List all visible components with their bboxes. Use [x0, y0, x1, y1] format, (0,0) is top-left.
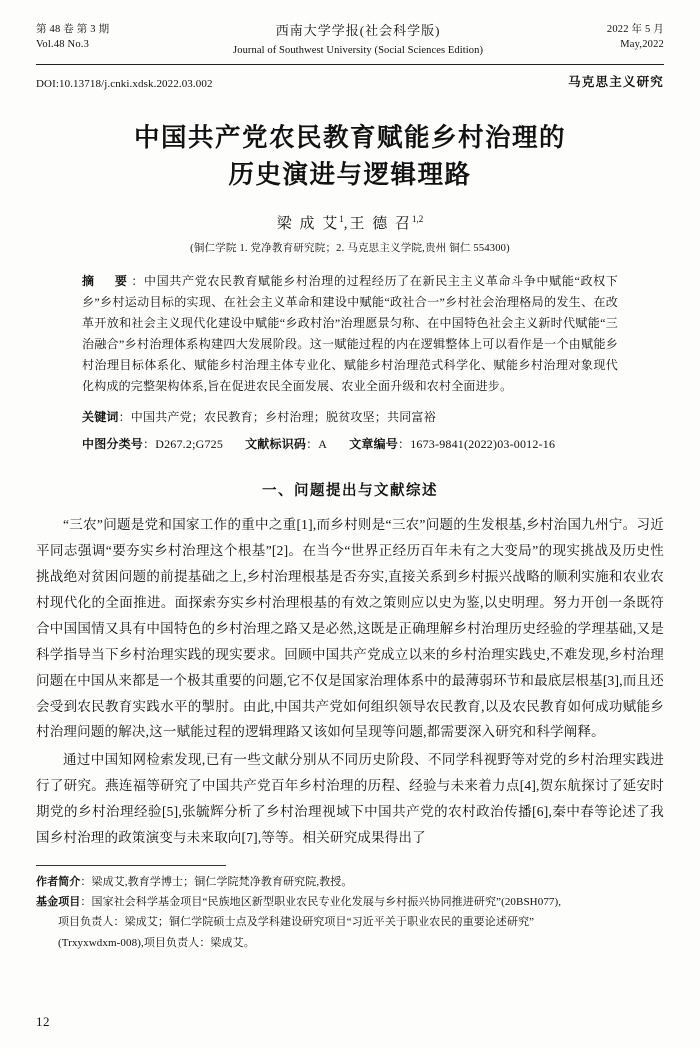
- volume-issue-cn: 第 48 卷 第 3 期: [36, 24, 110, 35]
- doi-text: DOI:10.13718/j.cnki.xdsk.2022.03.002: [36, 78, 213, 91]
- volume-issue: [36, 22, 109, 52]
- affiliation: (铜仁学院 1. 党净教育研究院；2. 马克思主义学院,贵州 铜仁 554300): [190, 243, 510, 254]
- volume-issue-en: Vol.48 No.3: [36, 39, 90, 51]
- running-header: [36, 22, 664, 58]
- doc-code-group: [245, 434, 327, 456]
- page-title: [36, 120, 664, 194]
- doc-code-label: 文献标识码: [245, 436, 307, 451]
- author-one-affil-marker: 1: [339, 214, 344, 224]
- clc-label: 中图分类号: [82, 436, 144, 451]
- page-content: [36, 22, 664, 954]
- author-two: ,王 德 召: [343, 216, 413, 232]
- title-line-1: 中国共产党农民教育赋能乡村治理的: [133, 123, 566, 153]
- doc-code-value: ：A: [306, 436, 328, 451]
- abstract: [82, 271, 618, 397]
- classification-row: [82, 434, 618, 456]
- section-heading: 一、问题提出与文献综述: [262, 483, 438, 500]
- clc-value: ：D267.2;G725: [143, 436, 224, 451]
- body-paragraph: 通过中国知网检索发现,已有一些文献分别从不同历史阶段、不同学科视野等对党的乡村治理实践进行了研究。燕连福等研究了中国共产党百年乡村治理的历程、经验与未来着力点[4],贺东航探讨了延安时期党的乡村治理经验[5],张毓辉分析了乡村治理视域下中国共产党的农村政治传播[6],秦中春等论述了我国乡村治理的政策演变与未来取向[7],等等。相关研究成果得出了: [36, 752, 664, 846]
- header-divider: [36, 64, 664, 65]
- abstract-text: ：中国共产党农民教育赋能乡村治理的过程经历了在新民主主义革命斗争中赋能“政权下乡”乡村运动目标的实现、在社会主义革命和建设中赋能“政社合一”乡村社会治理格局的发生、在改革开放和社会主义现代化建设中赋能“乡政村治”治理愿景匀称、在中国特色社会主义新时代赋能“三治融合”乡村治理体系构建四大发展阶段。这一赋能过程的内在逻辑整体上可以看作是一个由赋能乡村治理目标体系化、赋能乡村治理主体专业化、赋能乡村治理范式科学化、赋能乡村治理对象现代化构成的完整架构体系,旨在促进农民全面发展、农业全面升级和农村全面进步。: [82, 274, 618, 393]
- footnote-divider: [36, 865, 226, 866]
- title-line-2: 历史演进与逻辑理路: [228, 160, 472, 190]
- fund-footnote-line3: (Trxyxwdxm-008),项目负责人：梁成艾。: [58, 936, 255, 949]
- issue-date-cn: 2022 年 5 月: [606, 24, 664, 35]
- body-paragraph: “三农”问题是党和国家工作的重中之重[1],而乡村则是“三农”问题的生发根基,乡村治国九州宁。习近平同志强调“要夯实乡村治理这个根基”[2]。在当今“世界正经历百年未有之大变局”的现实挑战及历史性挑战绝对贫困问题的前提基础之上,乡村治理根基是否夯实,直接关系到乡村振兴战略的顺利实施和农业农村现代化的全面推进。面探索夯实乡村治理根基的有效之策则应以史为鉴,以史明理。努力开创一条既符合中国国情又具有中国特色的乡村治理之路又是必然,这既是正确理解乡村治理历史经验的学理基础,又是科学指导当下乡村治理实践的现实要求。回顾中国共产党成立以来的乡村治理实践史,不难发现,乡村治理问题在中国从来都是一个极其重要的问题,它不仅是国家治理体系中的最薄弱环节和最底层根基[3],而且还会受到农民教育实践水平的掣肘。由此,中国共产党如何组织领导农民教育,以及农民教育如何成功赋能乡村治理问题的解决,这一赋能过程的逻辑理路又该如何呈现等问题,都需要深入研究和科学阐释。: [36, 517, 664, 740]
- page-number: 12: [36, 1014, 50, 1029]
- fund-label: 基金项目: [36, 896, 81, 909]
- keywords-label: 关键词: [82, 410, 119, 424]
- author-two-affil-marker: 1,2: [412, 214, 424, 224]
- article-id-label: 文章编号: [349, 436, 398, 451]
- author-one: 梁 成 艾: [276, 216, 340, 232]
- issue-date-en: May,2022: [620, 39, 664, 51]
- issue-date: [607, 22, 664, 52]
- column-name: 马克思主义研究: [568, 75, 664, 90]
- doi-row: [36, 72, 664, 90]
- fund-footnote-line2: 项目负责人：梁成艾；铜仁学院硕士点及学科建设研究项目“习近平关于职业农民的重要论述研究”: [58, 916, 535, 929]
- author-bio-footnote: [36, 873, 664, 892]
- fund-text: ：国家社会科学基金项目“民族地区新型职业农民专业化发展与乡村振兴协同推进研究”(20BSH077),: [80, 896, 562, 909]
- author-bio-text: ：梁成艾,教育学博士；铜仁学院梵净教育研究院,教授。: [80, 875, 353, 888]
- journal-title-en: Journal of Southwest University (Social Sciences Edition): [233, 44, 484, 56]
- author-list: [36, 212, 664, 233]
- author-bio-label: 作者简介: [36, 875, 81, 888]
- journal-title: [109, 22, 607, 58]
- keywords: [82, 407, 618, 429]
- clc-group: [82, 434, 223, 456]
- article-id-group: [349, 434, 555, 456]
- fund-footnote: [36, 893, 664, 912]
- keywords-text: ：中国共产党；农民教育；乡村治理；脱贫攻坚；共同富裕: [118, 410, 436, 424]
- article-id-value: ：1673-9841(2022)03-0012-16: [398, 436, 556, 451]
- journal-title-cn: 西南大学学报(社会科学版): [275, 23, 441, 38]
- abstract-label: 摘 要: [82, 274, 132, 288]
- footnotes: [36, 873, 664, 953]
